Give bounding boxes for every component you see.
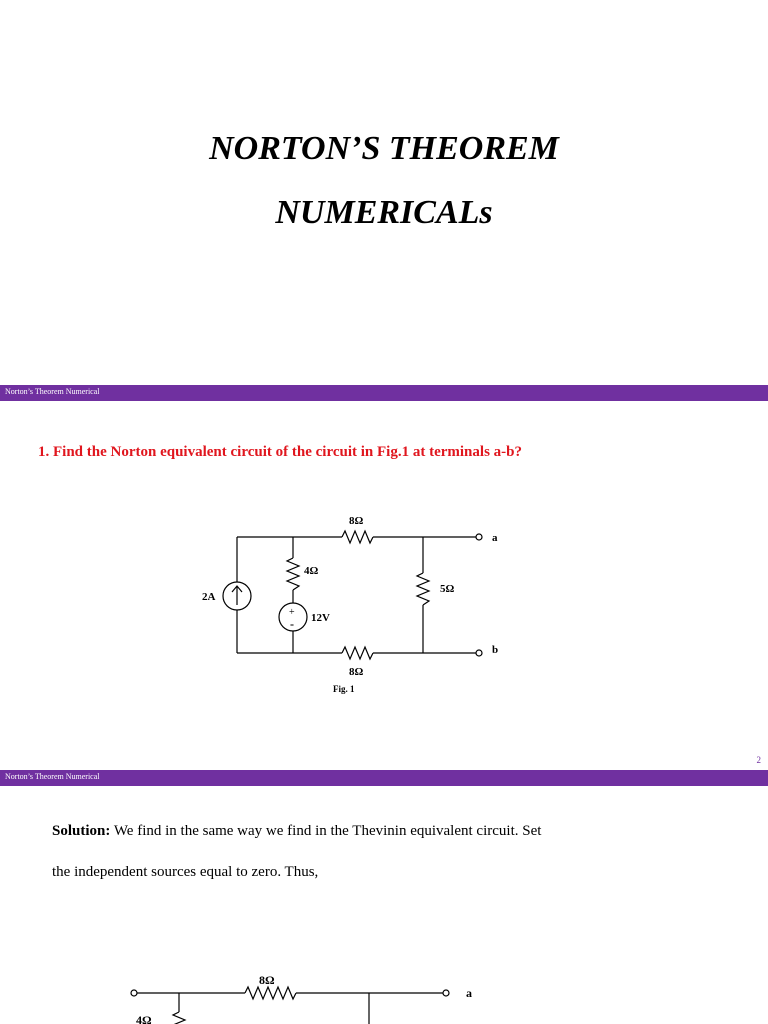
slide3-header-bar xyxy=(0,770,768,786)
label-current-source: 2A xyxy=(202,591,216,603)
label-r-left: 4Ω xyxy=(304,565,319,577)
fig-caption: Fig. 1 xyxy=(333,684,355,694)
partial-label-r-left: 4Ω xyxy=(136,1013,152,1024)
partial-label-terminal-a: a xyxy=(466,986,472,1000)
partial-label-r-top: 8Ω xyxy=(259,973,275,987)
solution-label: Solution: xyxy=(52,823,111,839)
label-minus: - xyxy=(290,617,294,631)
solution-text-1: We find in the same way we find in the Thevinin equivalent circuit. Set xyxy=(110,823,542,839)
label-r-bottom: 8Ω xyxy=(349,666,364,678)
label-r-top: 8Ω xyxy=(349,515,364,527)
page-number: 2 xyxy=(756,755,761,765)
solution-line-2: the independent sources equal to zero. Thus, xyxy=(52,864,319,880)
label-voltage-source: 12V xyxy=(311,612,330,624)
circuit-partial xyxy=(0,960,768,1024)
slide2-header-text: Norton’s Theorem Numerical xyxy=(5,387,100,396)
solution-line-1 xyxy=(52,823,541,840)
slide3-header-text: Norton’s Theorem Numerical xyxy=(5,772,100,781)
label-plus: + xyxy=(289,607,295,618)
label-terminal-a: a xyxy=(492,532,498,544)
label-r-right: 5Ω xyxy=(440,583,455,595)
label-terminal-b: b xyxy=(492,644,499,656)
title-line-1: NORTON’S THEOREM xyxy=(209,130,559,167)
question-text: 1. Find the Norton equivalent circuit of the circuit in Fig.1 at terminals a-b? xyxy=(38,444,522,460)
title-line-2: NUMERICALs xyxy=(275,194,493,231)
